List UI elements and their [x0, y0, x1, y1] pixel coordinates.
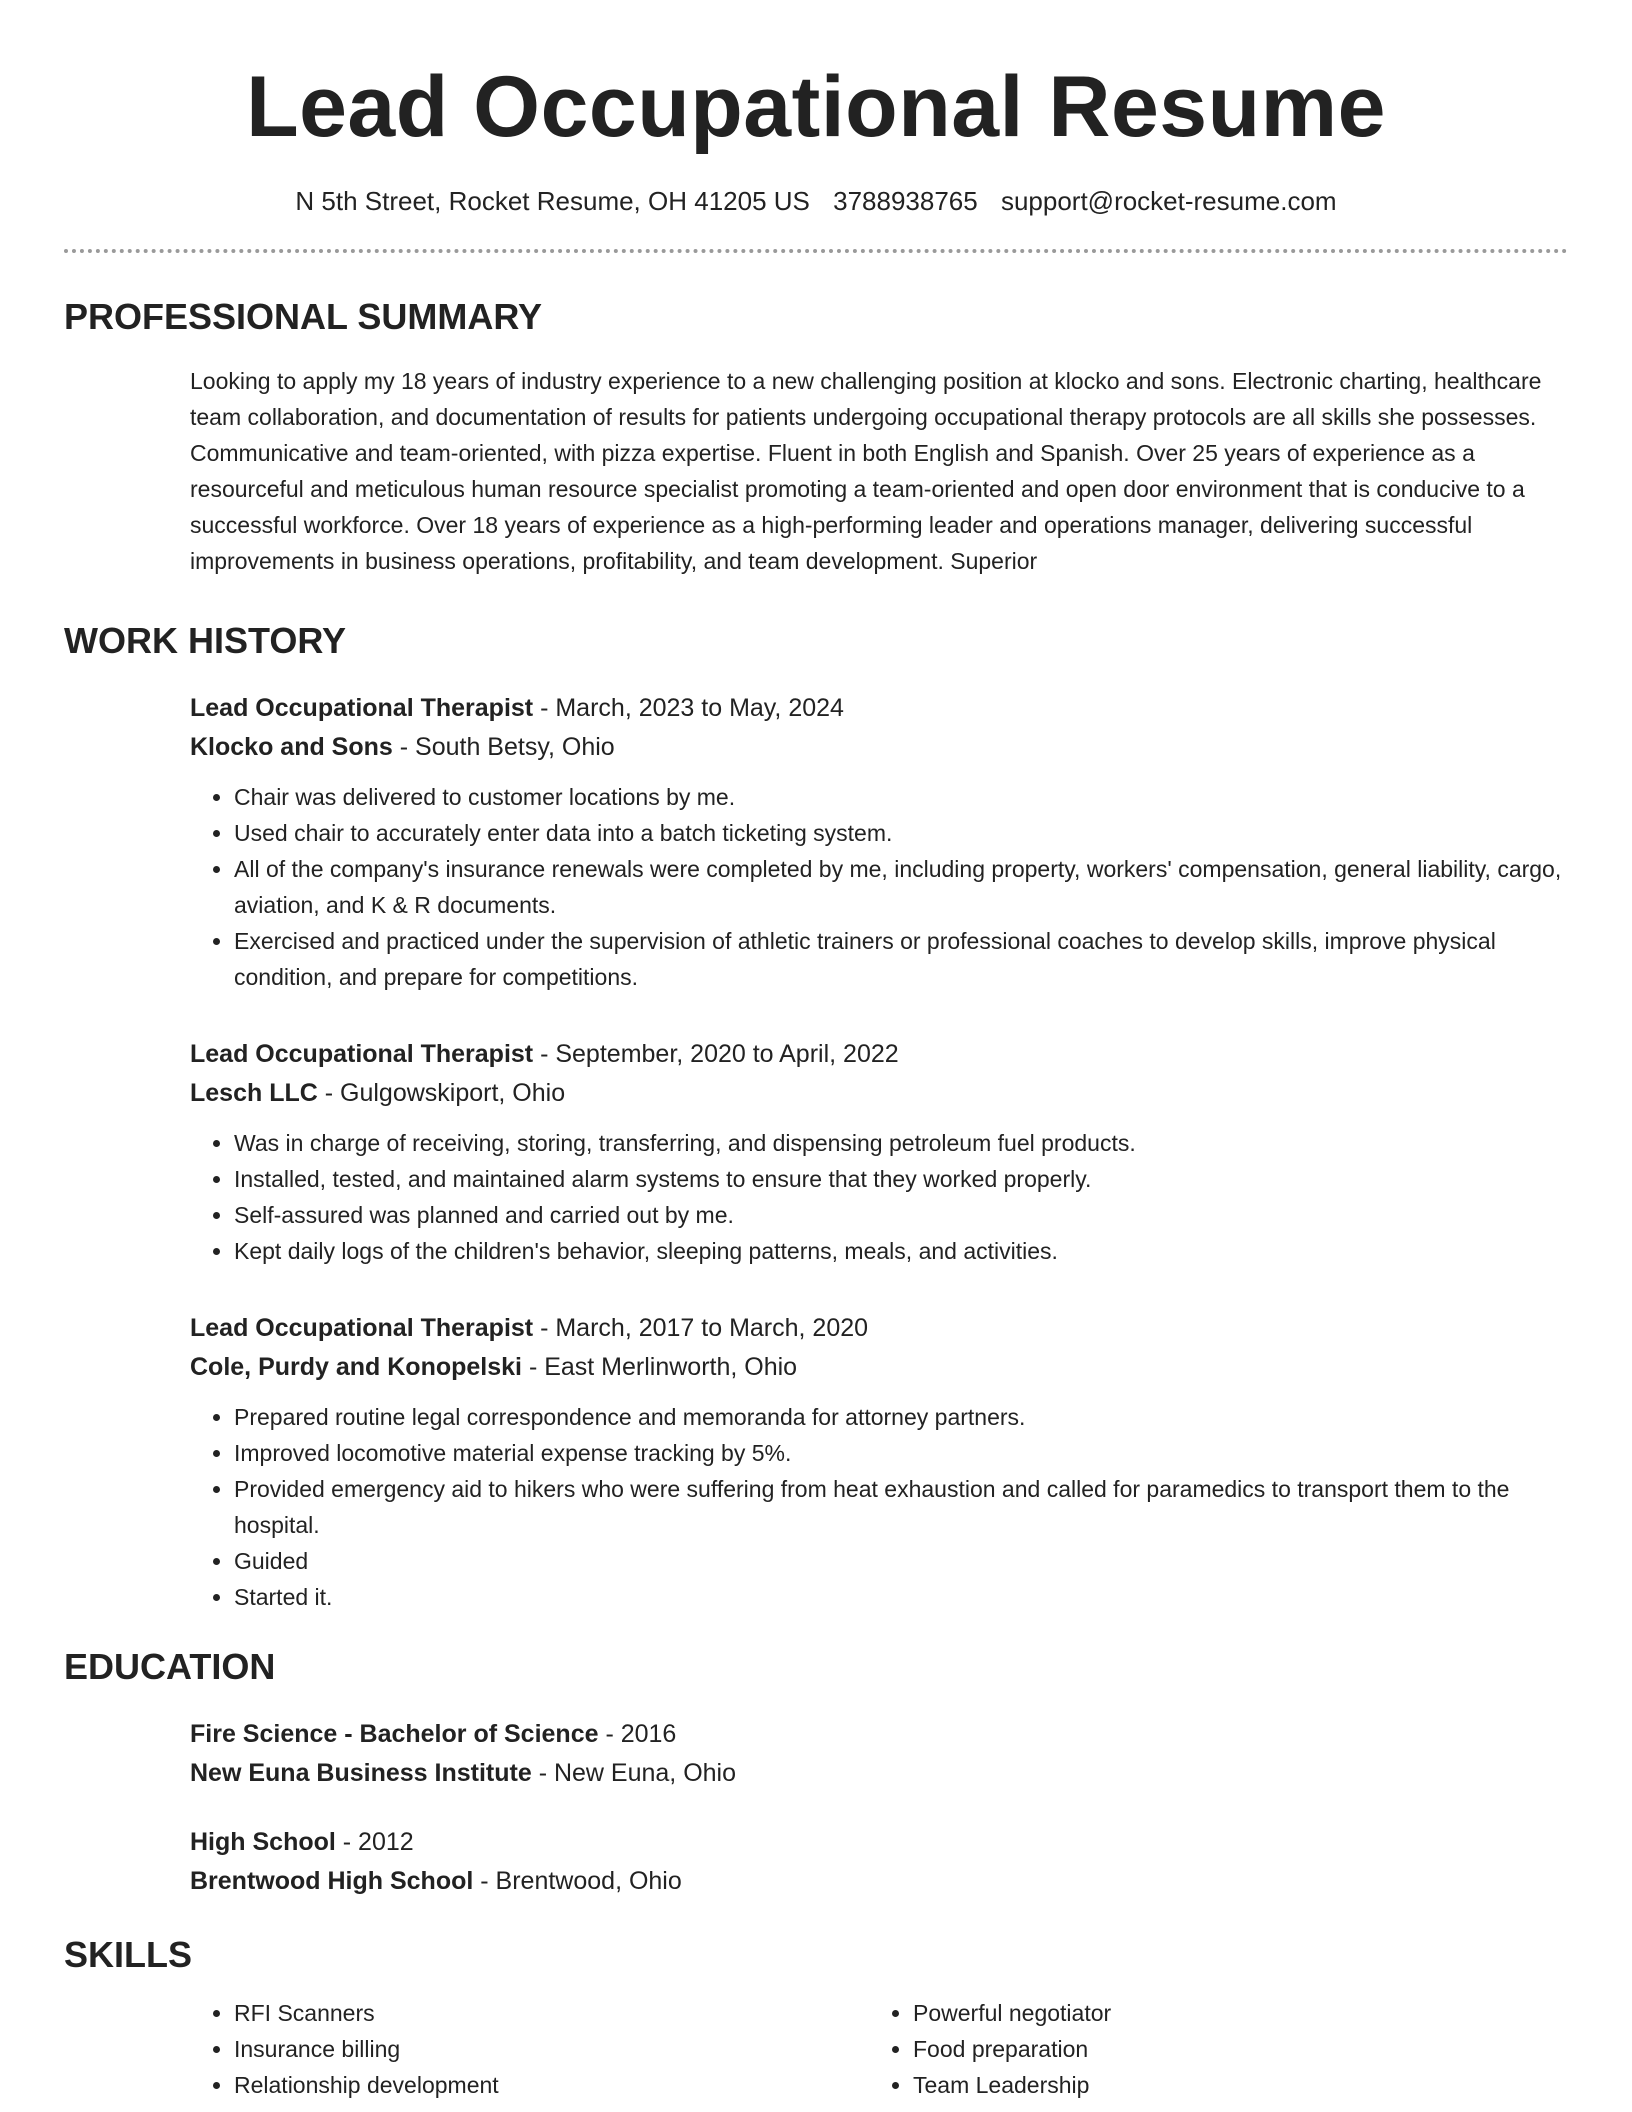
degree: Fire Science - Bachelor of Science: [190, 1720, 599, 1748]
header-divider: [64, 249, 1568, 253]
job-title: Lead Occupational Therapist: [190, 694, 534, 722]
list-item: • Chair was delivered to customer locations by me.: [234, 779, 1562, 815]
contact-phone: 3788938765: [833, 186, 978, 216]
summary-section: [190, 363, 1562, 579]
list-item: • RFI Scanners: [234, 1995, 869, 2031]
degree: High School: [190, 1828, 336, 1856]
school: Brentwood High School: [190, 1867, 474, 1895]
education-section: [190, 1715, 1562, 1901]
job-company-line: [190, 1074, 1562, 1113]
degree-line: [190, 1715, 1562, 1754]
resume-page: [64, 0, 1568, 2103]
skills-columns: [190, 1995, 1562, 2103]
job-location: - Gulgowskiport, Ohio: [317, 1079, 566, 1107]
job-title-line: [190, 1035, 1562, 1074]
job-title: Lead Occupational Therapist: [190, 1314, 534, 1342]
list-item: • Food preparation: [913, 2031, 1548, 2067]
job-company: Klocko and Sons: [190, 733, 393, 761]
education-entry: [190, 1823, 1562, 1901]
degree-line: [190, 1823, 1562, 1862]
school-line: [190, 1862, 1562, 1901]
job-location: - South Betsy, Ohio: [392, 733, 615, 761]
job-bullets: [190, 1399, 1562, 1615]
education-entry: [190, 1715, 1562, 1793]
list-item: • Improved locomotive material expense tracking by 5%.: [234, 1435, 1562, 1471]
school: New Euna Business Institute: [190, 1759, 532, 1787]
degree-year: - 2012: [335, 1828, 414, 1856]
list-item: • Provided emergency aid to hikers who were suffering from heat exhaustion and called for paramedics to transport them to the hospital.: [234, 1471, 1562, 1543]
job-entry: [190, 689, 1562, 995]
education-heading: EDUCATION: [64, 1646, 276, 1687]
list-item: • Powerful negotiator: [913, 1995, 1548, 2031]
list-item: • Installed, tested, and maintained alarm systems to ensure that they worked properly.: [234, 1161, 1562, 1197]
job-entry: [190, 1309, 1562, 1615]
job-title: Lead Occupational Therapist: [190, 1040, 534, 1068]
job-dates: - March, 2017 to March, 2020: [533, 1314, 869, 1342]
job-company: Cole, Purdy and Konopelski: [190, 1353, 522, 1381]
job-dates: - March, 2023 to May, 2024: [533, 694, 844, 722]
work-history-heading: WORK HISTORY: [64, 620, 347, 661]
job-company: Lesch LLC: [190, 1079, 318, 1107]
summary-text: Looking to apply my 18 years of industry experience to a new challenging position at klocko and sons. Electronic charting, healthcare team collaboration, and documentation of results for patients undergoing occupational therapy protocols are all skills she possesses. Communicative and team-oriented, with pizza expertise. Fluent in both English and Spanish. Over 25 years of experience as a resourceful and meticulous human resource specialist promoting a team-oriented and open door environment that is conducive to a successful workforce. Over 18 years of experience as a high-performing leader and operations manager, delivering successful improvements in business operations, profitability, and team development. Superior: [190, 368, 1542, 574]
skills-left-column: [190, 1995, 869, 2103]
skills-heading: SKILLS: [64, 1934, 193, 1975]
work-history-section: [190, 689, 1562, 1615]
list-item: • Used chair to accurately enter data into a batch ticketing system.: [234, 815, 1562, 851]
contact-email: support@rocket-resume.com: [1000, 186, 1337, 216]
school-location: - New Euna, Ohio: [531, 1759, 737, 1787]
list-item: • Relationship development: [234, 2067, 869, 2103]
list-item: • Self-assured was planned and carried out by me.: [234, 1197, 1562, 1233]
school-location: - Brentwood, Ohio: [473, 1867, 682, 1895]
job-title-line: [190, 1309, 1562, 1348]
school-line: [190, 1754, 1562, 1793]
list-item: • Exercised and practiced under the supervision of athletic trainers or professional coaches to develop skills, improve physical condition, and prepare for competitions.: [234, 923, 1562, 995]
list-item: • Kept daily logs of the children's behavior, sleeping patterns, meals, and activities.: [234, 1233, 1562, 1269]
skills-section: [190, 1995, 1562, 2103]
list-item: • Was in charge of receiving, storing, transferring, and dispensing petroleum fuel products.: [234, 1125, 1562, 1161]
job-entry: [190, 1035, 1562, 1269]
contact-line: [64, 186, 1568, 217]
skills-right-column: [869, 1995, 1548, 2103]
job-title-line: [190, 689, 1562, 728]
list-item: • Prepared routine legal correspondence and memoranda for attorney partners.: [234, 1399, 1562, 1435]
list-item: • Guided: [234, 1543, 1562, 1579]
job-company-line: [190, 1348, 1562, 1387]
job-dates: - September, 2020 to April, 2022: [533, 1040, 899, 1068]
contact-address: N 5th Street, Rocket Resume, OH 41205 US: [295, 186, 810, 216]
list-item: • Team Leadership: [913, 2067, 1548, 2103]
list-item: • All of the company's insurance renewals were completed by me, including property, workers' compensation, general liability, cargo, aviation, and K & R documents.: [234, 851, 1562, 923]
list-item: • Started it.: [234, 1579, 1562, 1615]
job-bullets: [190, 779, 1562, 995]
job-company-line: [190, 728, 1562, 767]
degree-year: - 2016: [598, 1720, 677, 1748]
job-location: - East Merlinworth, Ohio: [522, 1353, 798, 1381]
summary-heading: PROFESSIONAL SUMMARY: [64, 296, 543, 337]
list-item: • Insurance billing: [234, 2031, 869, 2067]
job-bullets: [190, 1125, 1562, 1269]
resume-title: Lead Occupational Resume: [246, 59, 1386, 155]
